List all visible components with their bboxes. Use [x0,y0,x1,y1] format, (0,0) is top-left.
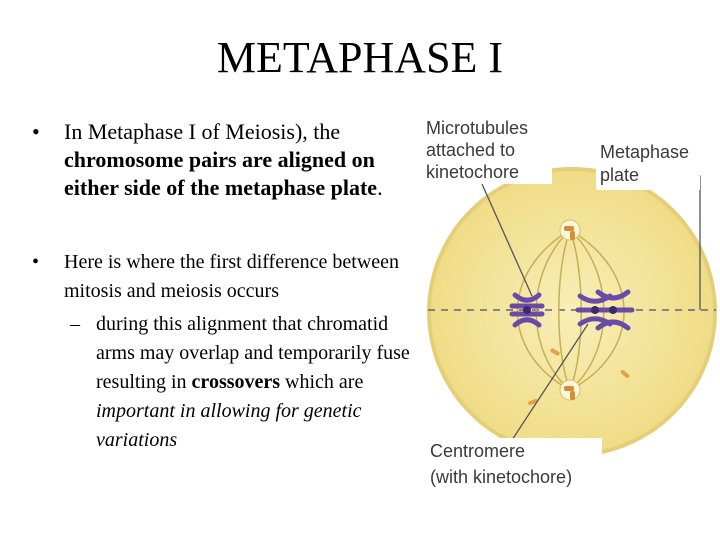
bullet1-text: In Metaphase I of Meiosis), the [64,119,341,144]
chromosome-pair-right [578,292,632,328]
sub-bullet-mid: which are [280,371,364,393]
bullet-first-difference [32,248,432,306]
bullet1-end: . [377,175,383,200]
label-attached-to: attached to [426,140,516,160]
label-microtubules: Microtubules [426,118,529,138]
centrosome-top [560,220,580,240]
bullet1-bold-text: chromosome pairs are aligned on either side of the metaphase plate [64,147,378,200]
label-metaphase: Metaphase [600,142,690,162]
metaphase-cell-illustration [420,112,720,512]
centromere-left [523,306,531,314]
label-with-kinetochore: (with kinetochore) [430,467,573,487]
sub-bullet-italic: important in allowing for genetic variations [96,400,362,451]
label-plate: plate [600,165,640,185]
label-kinetochore: kinetochore [426,162,520,182]
bullet-metaphase-alignment [32,118,432,202]
label-centromere: Centromere [430,441,526,461]
slide-title: METAPHASE I [216,33,504,82]
bullet-marker: • [32,119,40,144]
sub-bullet-text: during this alignment that chromatid arms may overlap and temporarily fuse resulting in [96,313,410,393]
cell-body [429,169,715,455]
crossovers-term: crossovers [191,371,281,393]
centromere-right-2 [609,306,617,314]
metaphase-diagram [420,112,720,512]
centromere-right-1 [591,306,599,314]
sub-bullet-crossovers [70,310,430,455]
dash-marker: – [70,313,80,335]
centrosome-bottom [560,380,580,400]
bullet2-text: Here is where the first difference between mitosis and meiosis occurs [64,251,400,302]
bullet-marker: • [32,251,40,273]
